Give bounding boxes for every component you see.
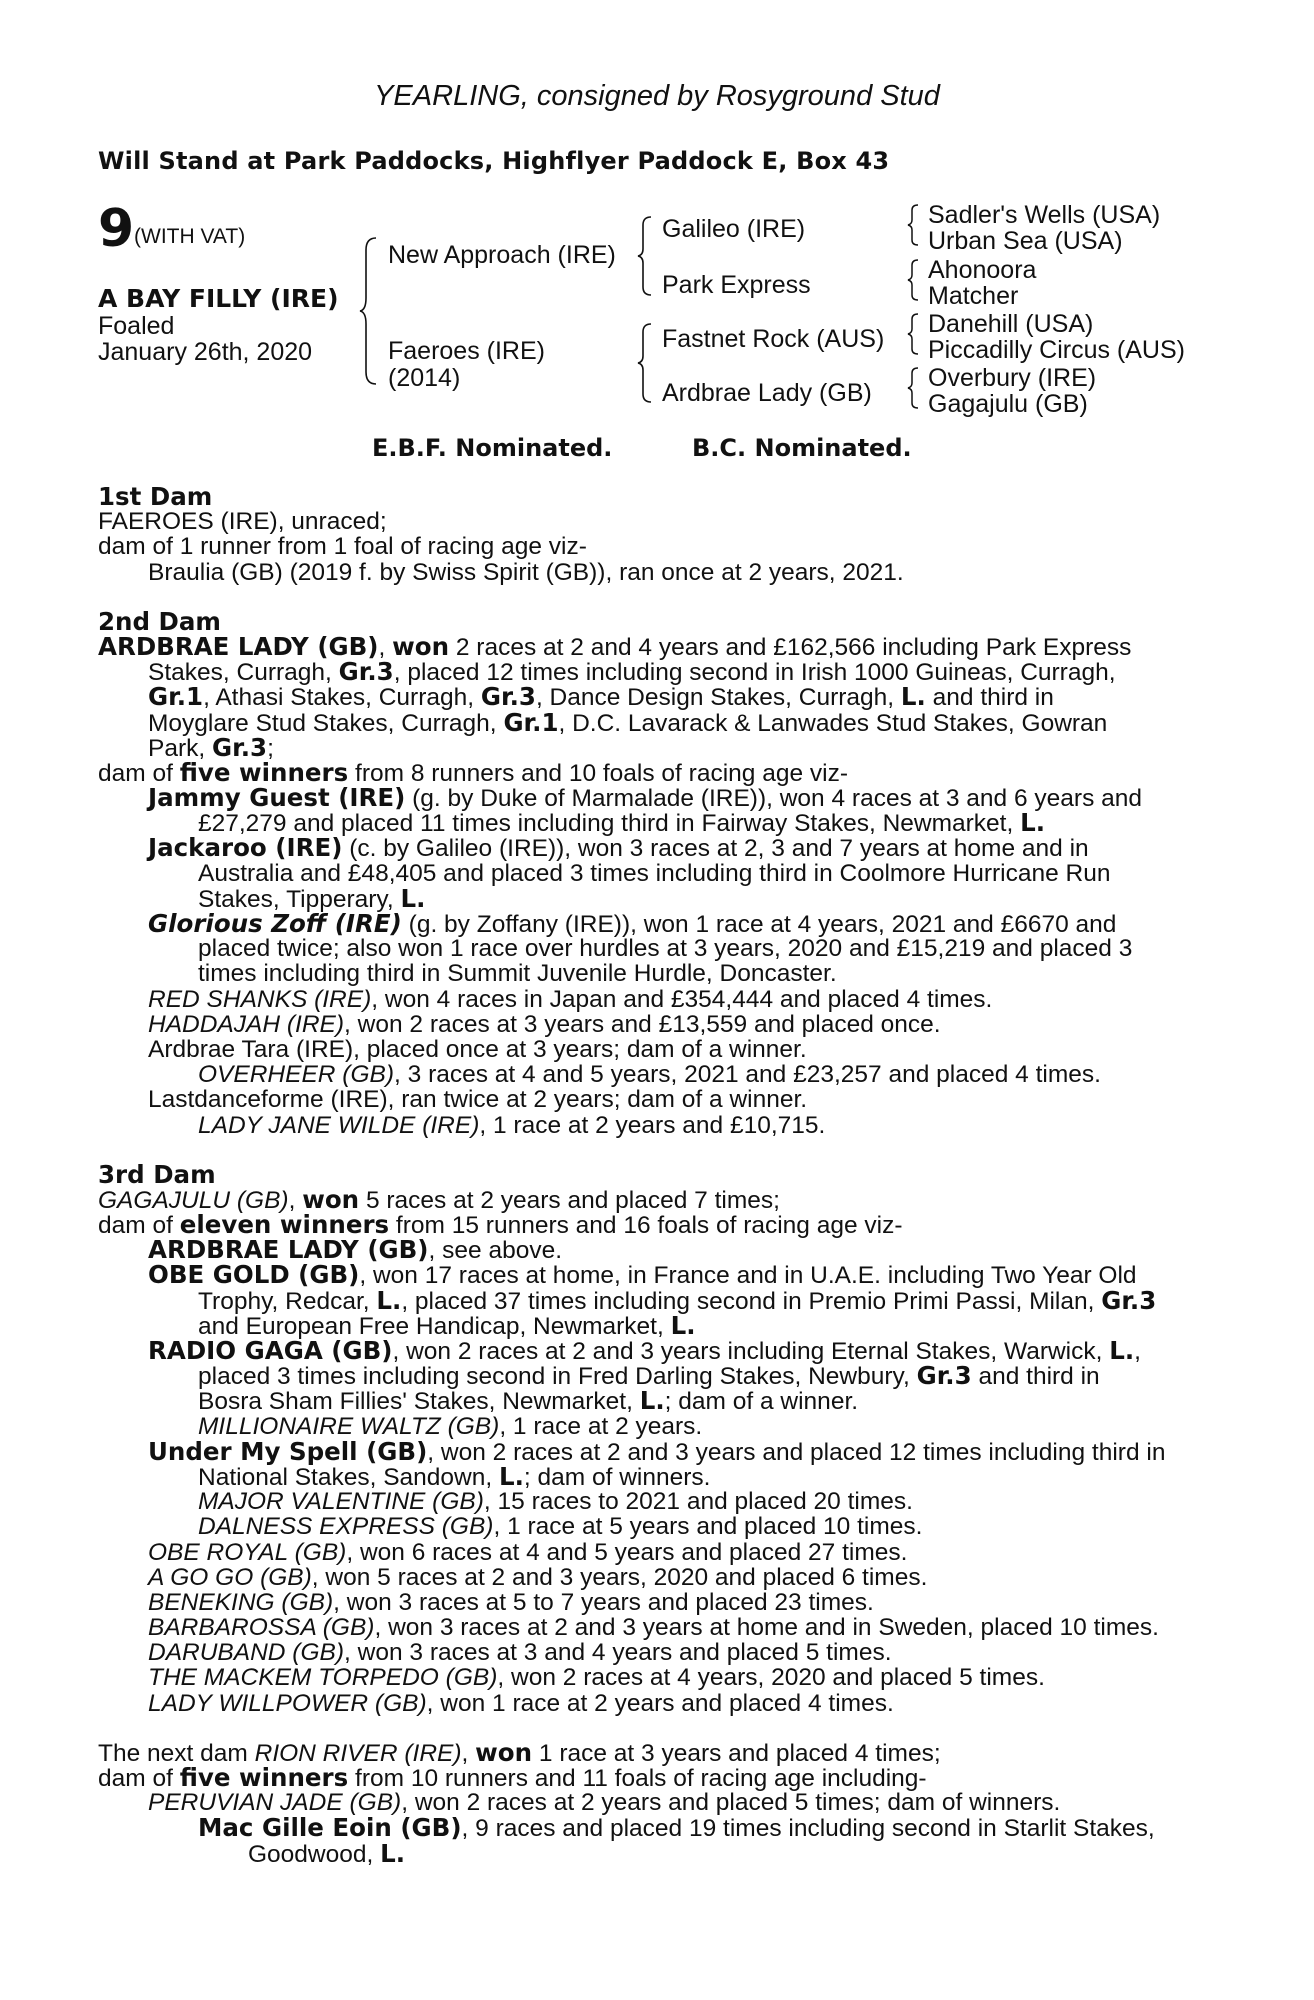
produce-entry: placed twice; also won 1 race over hurdles at 3 years, 2020 and £15,219 and placed 3 bbox=[198, 935, 1133, 963]
first-dam-line: dam of 1 runner from 1 foal of racing age viz- bbox=[98, 533, 587, 561]
page-title: YEARLING, consigned by Rosyground Stud bbox=[374, 80, 940, 112]
pedigree-g4: Matcher bbox=[928, 282, 1019, 310]
second-dam-line: ARDBRAE LADY (GB), won 2 races at 2 and 4 years and £162,566 including Park Express bbox=[98, 631, 1132, 661]
produce-entry: Australia and £48,405 and placed 3 times including third in Coolmore Hurricane Run bbox=[198, 859, 1111, 887]
vat-note: (WITH VAT) bbox=[134, 225, 246, 248]
pedigree-sire: New Approach (IRE) bbox=[388, 241, 616, 269]
pedigree-g2: Urban Sea (USA) bbox=[928, 227, 1123, 255]
produce-entry: RADIO GAGA (GB), won 2 races at 2 and 3 years including Eternal Stakes, Warwick, L., bbox=[148, 1336, 1141, 1365]
produce-entry: DARUBAND (GB), won 3 races at 3 and 4 years and placed 5 times. bbox=[148, 1639, 892, 1667]
pedigree-brace-g4 bbox=[906, 366, 920, 410]
pedigree-brace-main bbox=[358, 236, 380, 386]
produce-entry: Glorious Zoff (IRE) (g. by Zoffany (IRE)), won 1 race at 4 years, 2021 and £6670 and bbox=[148, 909, 1117, 938]
pedigree-g1: Sadler's Wells (USA) bbox=[928, 201, 1161, 229]
produce-entry: RED SHANKS (IRE), won 4 races in Japan and £354,444 and placed 4 times. bbox=[148, 985, 993, 1013]
pedigree-brace-sire bbox=[636, 215, 654, 297]
produce-entry: DALNESS EXPRESS (GB), 1 race at 5 years and placed 10 times. bbox=[198, 1513, 923, 1541]
produce-entry: ARDBRAE LADY (GB), see above. bbox=[148, 1235, 562, 1265]
third-dam-line: GAGAJULU (GB), won 5 races at 2 years and placed 7 times; bbox=[98, 1184, 780, 1214]
pedigree-dam-sire: Fastnet Rock (AUS) bbox=[662, 325, 885, 353]
produce-entry: National Stakes, Sandown, L.; dam of winners. bbox=[198, 1461, 711, 1491]
produce-entry: OBE GOLD (GB), won 17 races at home, in France and in U.A.E. including Two Year Old bbox=[148, 1260, 1137, 1290]
second-dam-line: Gr.1, Athasi Stakes, Curragh, Gr.3, Dance Design Stakes, Curragh, L. and third in bbox=[148, 682, 1054, 712]
pedigree-brace-g2 bbox=[906, 258, 920, 302]
produce-entry: times including third in Summit Juvenile Hurdle, Doncaster. bbox=[198, 960, 837, 988]
ebf-nomination: E.B.F. Nominated. bbox=[372, 434, 613, 462]
lot-name: A BAY FILLY (IRE) bbox=[98, 284, 339, 313]
produce-entry: OBE ROYAL (GB), won 6 races at 4 and 5 years and placed 27 times. bbox=[148, 1538, 908, 1566]
first-dam-line: Braulia (GB) (2019 f. by Swiss Spirit (GB)), ran once at 2 years, 2021. bbox=[148, 558, 904, 586]
produce-entry: HADDAJAH (IRE), won 2 races at 3 years and £13,559 and placed once. bbox=[148, 1010, 941, 1038]
pedigree-dam: Faeroes (IRE) bbox=[388, 337, 545, 365]
produce-entry: MAJOR VALENTINE (GB), 15 races to 2021 and placed 20 times. bbox=[198, 1488, 913, 1516]
produce-record bbox=[98, 484, 1198, 1866]
produce-entry: Goodwood, L. bbox=[248, 1838, 406, 1868]
produce-entry: £27,279 and placed 11 times including third in Fairway Stakes, Newmarket, L. bbox=[198, 808, 1046, 838]
pedigree-g6: Piccadilly Circus (AUS) bbox=[928, 336, 1185, 364]
second-dam-line: Moyglare Stud Stakes, Curragh, Gr.1, D.C. Lavarack & Lanwades Stud Stakes, Gowran bbox=[148, 707, 1108, 737]
produce-entry: A GO GO (GB), won 5 races at 2 and 3 years, 2020 and placed 6 times. bbox=[148, 1563, 928, 1591]
first-dam-line: FAEROES (IRE), unraced; bbox=[98, 508, 387, 536]
foaled-label: Foaled bbox=[98, 312, 175, 340]
next-dam-line: dam of five winners from 10 runners and 11 foals of racing age including- bbox=[98, 1763, 927, 1792]
produce-entry: Mac Gille Eoin (GB), 9 races and placed 19 times including second in Starlit Stakes, bbox=[198, 1813, 1155, 1843]
pedigree-g7: Overbury (IRE) bbox=[928, 364, 1097, 392]
pedigree-g8: Gagajulu (GB) bbox=[928, 390, 1088, 418]
produce-entry: Trophy, Redcar, L., placed 37 times including second in Premio Primi Passi, Milan, Gr.3 bbox=[198, 1285, 1157, 1315]
pedigree-dam-dam: Ardbrae Lady (GB) bbox=[662, 379, 872, 407]
next-dam-line: The next dam RION RIVER (IRE), won 1 race at 3 years and placed 4 times; bbox=[98, 1737, 941, 1767]
pedigree-sire-dam: Park Express bbox=[662, 271, 811, 299]
third-dam-line: dam of eleven winners from 15 runners and 16 foals of racing age viz- bbox=[98, 1210, 903, 1240]
produce-entry: OVERHEER (GB), 3 races at 4 and 5 years, 2021 and £23,257 and placed 4 times. bbox=[198, 1061, 1101, 1089]
produce-entry: LADY JANE WILDE (IRE), 1 race at 2 years and £10,715. bbox=[198, 1111, 826, 1139]
produce-entry: Ardbrae Tara (IRE), placed once at 3 years; dam of a winner. bbox=[148, 1035, 807, 1063]
pedigree-g3: Ahonoora bbox=[928, 256, 1037, 284]
pedigree-brace-g3 bbox=[906, 312, 920, 356]
second-dam-heading: 2nd Dam bbox=[98, 606, 221, 636]
produce-entry: Stakes, Tipperary, L. bbox=[198, 883, 426, 913]
first-dam-heading: 1st Dam bbox=[98, 482, 213, 511]
second-dam-line: Park, Gr.3; bbox=[148, 732, 274, 762]
produce-entry: BARBAROSSA (GB), won 3 races at 2 and 3 years at home and in Sweden, placed 10 times. bbox=[148, 1614, 1159, 1642]
produce-entry: Under My Spell (GB), won 2 races at 2 and 3 years and placed 12 times including third in bbox=[148, 1436, 1166, 1466]
second-dam-line: Stakes, Curragh, Gr.3, placed 12 times including second in Irish 1000 Guineas, Curragh, bbox=[148, 657, 1116, 687]
bc-nomination: B.C. Nominated. bbox=[692, 434, 912, 462]
foaled-date: January 26th, 2020 bbox=[98, 338, 313, 366]
lot-number: 9 bbox=[98, 199, 135, 259]
pedigree-brace-dam bbox=[636, 322, 654, 404]
produce-entry: BENEKING (GB), won 3 races at 5 to 7 years and placed 23 times. bbox=[148, 1588, 874, 1616]
third-dam-heading: 3rd Dam bbox=[98, 1159, 216, 1189]
produce-entry: and European Free Handicap, Newmarket, L. bbox=[198, 1310, 696, 1340]
stand-location: Will Stand at Park Paddocks, Highflyer Paddock E, Box 43 bbox=[98, 147, 890, 175]
produce-entry: placed 3 times including second in Fred Darling Stakes, Newbury, Gr.3 and third in bbox=[198, 1361, 1100, 1391]
pedigree-sire-sire: Galileo (IRE) bbox=[662, 215, 806, 243]
pedigree-brace-g1 bbox=[906, 203, 920, 247]
produce-entry: Bosra Sham Fillies' Stakes, Newmarket, L.; dam of a winner. bbox=[198, 1386, 859, 1416]
produce-entry: MILLIONAIRE WALTZ (GB), 1 race at 2 years. bbox=[198, 1412, 703, 1440]
produce-entry: Jammy Guest (IRE) (g. by Duke of Marmalade (IRE)), won 4 races at 3 and 6 years and bbox=[148, 783, 1143, 813]
produce-entry: PERUVIAN JADE (GB), won 2 races at 2 years and placed 5 times; dam of winners. bbox=[148, 1789, 1061, 1817]
pedigree-g5: Danehill (USA) bbox=[928, 310, 1094, 338]
produce-entry: THE MACKEM TORPEDO (GB), won 2 races at 4 years, 2020 and placed 5 times. bbox=[148, 1664, 1045, 1692]
produce-entry: Lastdanceforme (IRE), ran twice at 2 years; dam of a winner. bbox=[148, 1086, 808, 1114]
produce-entry: Jackaroo (IRE) (c. by Galileo (IRE)), won 3 races at 2, 3 and 7 years at home and in bbox=[148, 833, 1089, 863]
second-dam-line: dam of five winners from 8 runners and 10 foals of racing age viz- bbox=[98, 757, 848, 787]
pedigree-dam-year: (2014) bbox=[388, 364, 461, 392]
produce-entry: LADY WILLPOWER (GB), won 1 race at 2 years and placed 4 times. bbox=[148, 1689, 894, 1717]
